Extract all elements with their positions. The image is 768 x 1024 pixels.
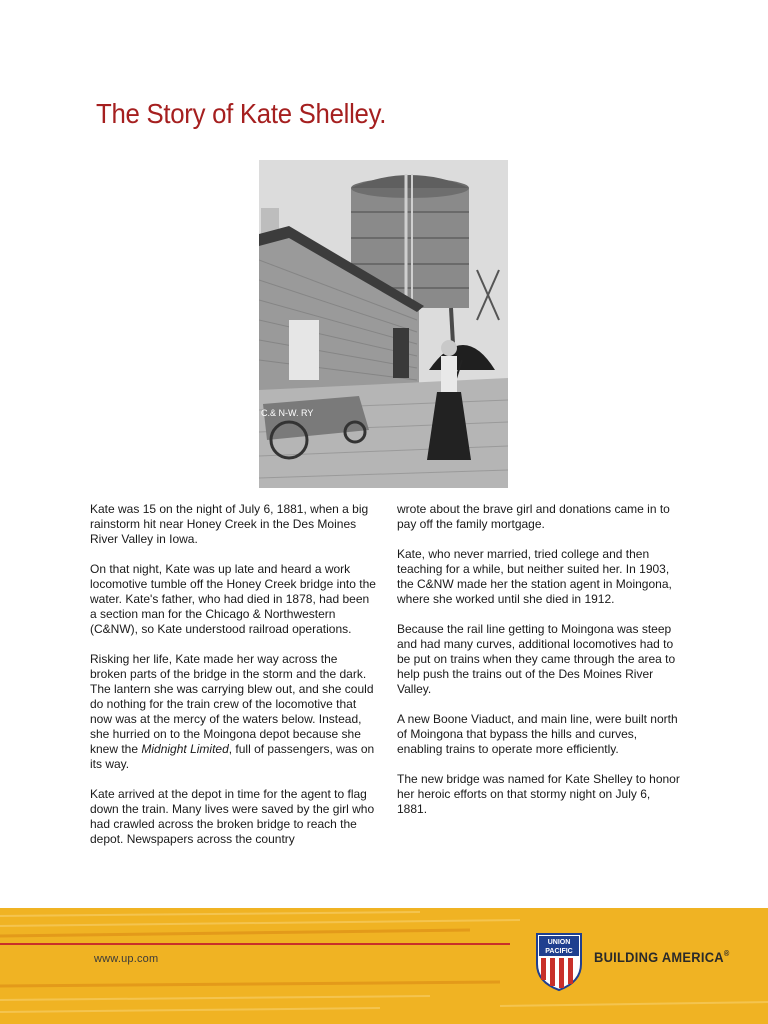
paragraph — [90, 652, 376, 772]
paragraph: The new bridge was named for Kate Shelley to honor her heroic efforts on that stormy night on July 6, 1881. — [397, 772, 680, 816]
paragraph-text: , full of passengers, was on its way. — [90, 742, 375, 771]
shield-text-pacific: PACIFIC — [545, 948, 573, 955]
paragraph: On that night, Kate was up late and heard a work locomotive tumble off the Honey Creek bridge into the water. Kate's father, who had died in 1878, had been a section man for the Chicago & Northwestern (C&NW), so Kate understood railroad operations. — [90, 562, 376, 636]
right-text-column — [397, 502, 683, 832]
paragraph: A new Boone Viaduct, and main line, were built north of Moingona that bypass the hills and curves, enabling trains to operate more efficiently. — [397, 712, 678, 756]
paragraph: Because the rail line getting to Moingona was steep and had many curves, additional locomotives had to be put on trains when they came through the area to help push the trains out of the Des Moines River Valley. — [397, 622, 676, 696]
building-america-tagline — [594, 949, 730, 965]
registered-mark: ® — [723, 949, 730, 958]
website-link[interactable]: www.up.com — [94, 953, 159, 965]
paragraph-text: Risking her life, Kate made her way across the broken parts of the bridge in the storm and the dark. The lantern she was carrying blew out, and she could do nothing for the train crew of the locomotive that now was at the mercy of the waters below. Instead, she hurried on to the Moingona depot because she knew the — [90, 652, 374, 756]
paragraph: Kate was 15 on the night of July 6, 1881, when a big rainstorm hit near Honey Creek in the Des Moines River Valley in Iowa. — [90, 502, 369, 546]
left-text-column — [90, 502, 376, 862]
footer-banner — [0, 908, 768, 1024]
page-title: The Story of Kate Shelley. — [96, 98, 387, 129]
paragraph: Kate arrived at the depot in time for the agent to flag down the train. Many lives were saved by the girl who had crawled across the broken bridge to reach the depot. Newspapers across the country — [90, 787, 375, 846]
union-pacific-shield-icon — [535, 932, 583, 992]
tagline-text: BUILDING AMERICA — [594, 949, 724, 965]
cart-sign-text: C.& N-W. RY — [261, 408, 314, 418]
train-name: Midnight Limited — [141, 742, 229, 756]
paragraph: Kate, who never married, tried college and then teaching for a while, but neither suited her. In 1903, the C&NW made her the station agent in Moingona, where she worked until she died in 1912. — [397, 547, 672, 606]
kate-shelley-photo — [259, 160, 508, 488]
shield-text-union: UNION — [547, 939, 571, 946]
banner-stripes — [0, 908, 768, 1024]
paragraph: wrote about the brave girl and donations came in to pay off the family mortgage. — [397, 502, 670, 531]
